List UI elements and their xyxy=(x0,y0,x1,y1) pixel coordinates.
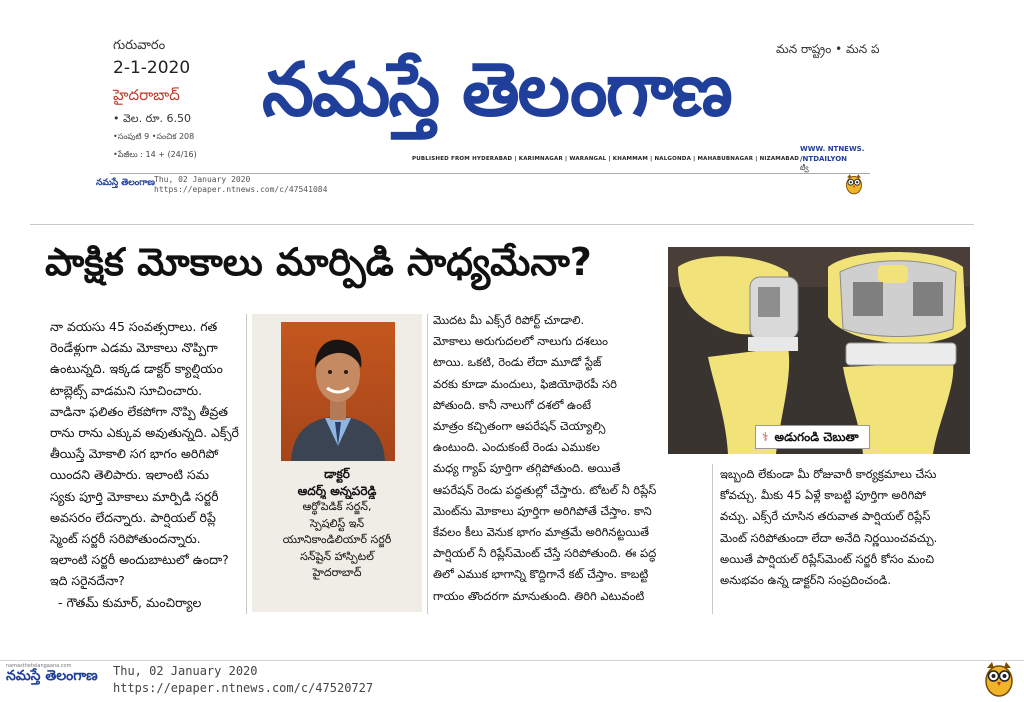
answer-line: వరకు కూడా మందులు, ఫిజియోథెరపీ సరి xyxy=(433,376,617,391)
answer-line: టాయి. ఒకటి, రెండు లేదా మూడో స్టేజ్ xyxy=(433,355,602,370)
question-line: ఇది సరైనదేనా? xyxy=(50,573,125,589)
question-line: తీయిస్తే మోకాలి సగ భాగం అరిగిపో xyxy=(50,446,219,462)
column-divider xyxy=(427,314,428,614)
clip-date-small: Thu, 02 January 2020 xyxy=(154,175,251,184)
answer-line: ఇబ్బంది లేకుండా మీ రోజువారీ కార్యక్రమాలు చేసు xyxy=(720,467,937,481)
answer-line: పార్షియల్ నీ రిప్లేస్‌మెంట్ చేస్తే సరిపోతుంది. ఈ పద్ధ xyxy=(433,546,657,561)
masthead-price: • వెల. రూ. 6.50 xyxy=(113,112,191,125)
answer-line: మాత్రం కచ్చితంగా ఆపరేషన్ చెయ్యాల్సి xyxy=(433,419,606,434)
answer-line: ఉంటుంది. ఎందుకంటే రెండు ఎముకల xyxy=(433,440,600,455)
website-line-3: ట్వీ xyxy=(800,164,809,172)
caduceus-icon: ⚕ xyxy=(762,430,769,444)
question-line: యిందని తెలిపారు. ఇలాంటి సమ xyxy=(50,467,209,483)
answer-line: ఆపరేషన్ రెండు పద్ధతుల్లో చేస్తారు. టోటల్ నీ రిప్లేస్ xyxy=(433,482,657,497)
owl-icon xyxy=(984,660,1014,698)
question-column xyxy=(50,316,242,613)
answer-line: కోవచ్చు. మీకు 45 ఏళ్లే కాబట్టి పూర్తిగా అరిగిపో xyxy=(720,488,926,503)
clip-date-large: Thu, 02 January 2020 xyxy=(113,664,258,678)
answer-line: మధ్య గ్యాప్ పూర్తిగా తగ్గిపోతుంది. అయితే xyxy=(433,461,621,476)
doctor-caption xyxy=(256,466,418,582)
column-divider xyxy=(712,464,713,614)
question-line: స్మెంట్ సర్జరీ సరిపోతుందన్నారు. xyxy=(50,531,201,547)
owl-icon xyxy=(845,173,863,195)
clip-info-top xyxy=(96,175,876,197)
question-line: ఇలాంటి సర్జరీ అందుబాటులో ఉందా? xyxy=(50,552,229,568)
masthead-date: 2-1-2020 xyxy=(113,58,191,78)
answer-line: మెంట్ సరిపోతుందా లేదా అనేది నిర్ణయించవచ్చు. xyxy=(720,530,938,545)
doctor-title: డాక్టర్ xyxy=(324,467,350,481)
question-line: రాను రాను ఎక్కువ అవుతున్నది. ఎక్స్‌రే xyxy=(50,425,239,441)
question-line: అవసరం లేదన్నారు. పార్షియల్ రిప్లే xyxy=(50,509,216,525)
article-divider-bottom xyxy=(0,660,1024,661)
clip-logo-large: నమస్తే తెలంగాణ xyxy=(6,668,98,684)
answer-line: వచ్చు. ఎక్స్‌రే చూసిన తరువాత పార్షియల్ రిప్లేస్ xyxy=(720,509,931,524)
masthead-edition: •సంపుటి 9 •సంచిక 208 xyxy=(113,132,195,141)
website-line-2: /NTDAILYON xyxy=(800,155,848,163)
doctor-specialty: యూనికాండిలియార్ సర్జరీ xyxy=(282,533,392,546)
newspaper-title: నమస్తే తెలంగాణ xyxy=(262,47,731,133)
answer-line: పోతుంది. కానీ నాలుగో దశలో ఉంటే xyxy=(433,397,591,412)
answer-line: అనుభవం ఉన్న డాక్టర్‌ని సంప్రదించండి. xyxy=(720,573,891,588)
question-line: రెండేళ్లుగా ఎడమ మోకాలు నొప్పిగా xyxy=(50,340,218,356)
masthead-divider xyxy=(110,173,870,174)
clip-logo-subtext: namasthetelangaana.com xyxy=(6,663,72,669)
article-headline: పాక్షిక మోకాలు మార్పిడి సాధ్యమేనా? xyxy=(45,240,592,284)
column-label-badge xyxy=(755,425,870,449)
doctor-hospital: సన్‌షైన్ హాస్పిటల్ xyxy=(300,549,374,563)
question-line: స్యకు పూర్తి మోకాలు మార్పిడి సర్జరీ xyxy=(50,488,219,504)
masthead xyxy=(0,0,1024,172)
answer-line: మోకాలు అరుగుదలలో నాలుగు దశలుం xyxy=(433,334,608,349)
answer-line: తిలో ఎముక భాగాన్ని కొద్దిగానే కట్ చేస్తాం. కాబట్టి xyxy=(433,567,649,582)
question-signoff: - గౌతమ్ కుమార్, మంచిర్యాల xyxy=(58,594,202,610)
masthead-weekday: గురువారం xyxy=(113,38,166,53)
masthead-city: హైదరాబాద్ xyxy=(113,86,180,104)
doctor-city: హైదరాబాద్ xyxy=(312,566,362,579)
website-line-1: WWW. NTNEWS. xyxy=(800,145,865,153)
article-divider-top xyxy=(30,224,974,225)
answer-column-2 xyxy=(720,464,972,591)
question-line: వాడినా ఫలితం లేకపోగా నొప్పి తీవ్రత xyxy=(50,403,228,419)
column-divider xyxy=(246,314,247,614)
clip-logo-small: నమస్తే తెలంగాణ xyxy=(96,178,155,188)
doctor-specialist: స్పెషలిస్ట్ ఇన్ xyxy=(309,516,365,530)
published-from-line: PUBLISHED FROM HYDERABAD | KARIMNAGAR | WARANGAL | KHAMMAM | NALGONDA | MAHABUBNAGAR | NIZAMABAD xyxy=(412,156,800,162)
answer-line: మెంట్‌ను మోకాలు పూర్తిగా అరిగిపోతే చేస్తాం. కాని xyxy=(433,503,652,518)
doctor-portrait xyxy=(281,322,395,461)
question-line: ఉంటున్నది. ఇక్కడ డాక్టర్ క్యాల్షియం xyxy=(50,361,223,377)
answer-line: మొదట మీ ఎక్స్‌రే రిపోర్ట్ చూడాలి. xyxy=(433,313,585,327)
answer-line: కేవలం కీలు వెనుక భాగం మాత్రమే అరిగినట్టయితే xyxy=(433,525,650,540)
doctor-role: ఆర్థోపెడిక్ సర్జన్, xyxy=(302,500,372,513)
masthead-pages: •పేజీలు : 14 + (24/16) xyxy=(113,150,197,159)
answer-line: గాయం తొందరగా మానుతుంది. తిరిగి ఎటువంటి xyxy=(433,588,645,603)
question-line: టాబ్లెట్స్ వాడమని సూచించారు. xyxy=(50,382,203,398)
question-line: నా వయసు 45 సంవత్సరాలు. గత xyxy=(50,319,218,334)
answer-line: అయితే పార్షియల్ రిప్లేస్‌మెంట్ సర్జరీ కోసం మంచి xyxy=(720,551,935,566)
doctor-name: ఆదర్శ్ అన్నపరెడ్డి xyxy=(297,483,377,498)
clip-url-small[interactable]: https://epaper.ntnews.com/c/47541084 xyxy=(154,185,328,194)
clip-url-large[interactable]: https://epaper.ntnews.com/c/47520727 xyxy=(113,681,374,695)
answer-column-1 xyxy=(433,310,695,607)
masthead-tagline: మన రాష్ట్రం • మన ప xyxy=(776,42,880,56)
knee-implant-image xyxy=(668,247,970,454)
column-label-text: అడుగండి చెబుతా xyxy=(774,430,859,444)
